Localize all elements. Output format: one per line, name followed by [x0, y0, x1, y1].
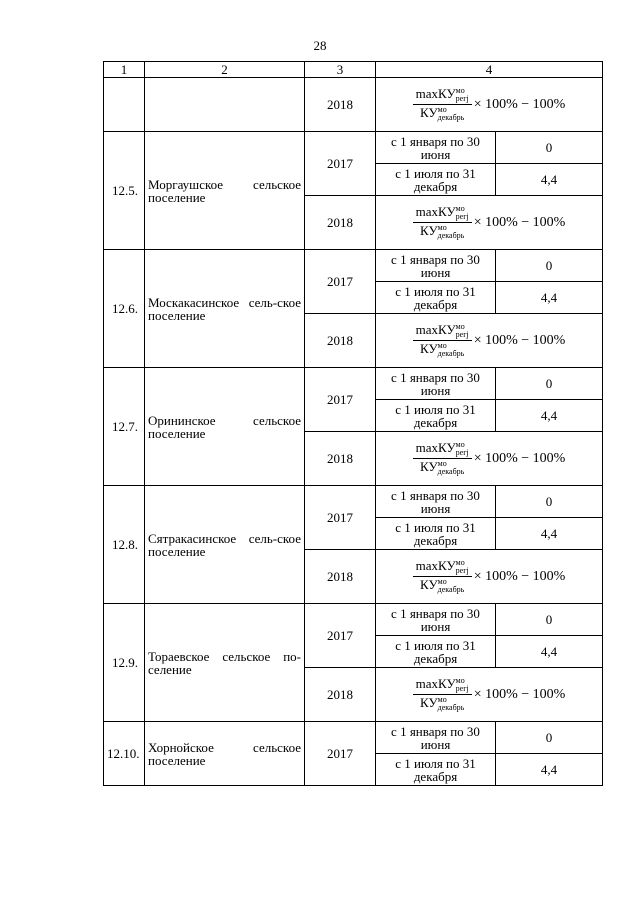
period-second: с 1 июля по 31 декабря — [376, 754, 496, 786]
formula-tail: × 100% − 100% — [473, 333, 566, 348]
formula-fraction: maxКУ мо регj КУ мо декабрь — [413, 205, 472, 240]
formula-tail: × 100% − 100% — [473, 569, 566, 584]
value-second: 4,4 — [496, 282, 603, 314]
page-number: 28 — [313, 38, 327, 53]
table-row — [104, 132, 603, 164]
year-cell: 2018 — [305, 432, 376, 486]
period-first: с 1 января по 30 июня — [376, 132, 496, 164]
value-first: 0 — [496, 486, 603, 518]
row-number: 12.8. — [104, 486, 145, 604]
table-row — [104, 604, 603, 636]
table-row — [104, 368, 603, 400]
table-row — [104, 722, 603, 754]
formula-fraction: maxКУ мо регj КУ мо декабрь — [413, 559, 472, 594]
formula-tail: × 100% − 100% — [473, 451, 566, 466]
formula-cell — [376, 314, 603, 368]
year-cell: 2017 — [305, 132, 376, 196]
value-first: 0 — [496, 604, 603, 636]
year-cell: 2018 — [305, 668, 376, 722]
value-second: 4,4 — [496, 754, 603, 786]
value-first: 0 — [496, 722, 603, 754]
row-number: 12.6. — [104, 250, 145, 368]
period-second: с 1 июля по 31 декабря — [376, 164, 496, 196]
formula-cell — [376, 78, 603, 132]
value-first: 0 — [496, 250, 603, 282]
value-second: 4,4 — [496, 636, 603, 668]
value-second: 4,4 — [496, 518, 603, 550]
year-cell: 2018 — [305, 196, 376, 250]
data-table — [103, 61, 603, 786]
row-number: 12.9. — [104, 604, 145, 722]
formula-fraction: maxКУ мо регj КУ мо декабрь — [413, 87, 472, 122]
period-second: с 1 июля по 31 декабря — [376, 518, 496, 550]
year-cell: 2018 — [305, 78, 376, 132]
row-number: 12.7. — [104, 368, 145, 486]
formula-tail: × 100% − 100% — [473, 97, 566, 112]
period-second: с 1 июля по 31 декабря — [376, 282, 496, 314]
table-row — [104, 486, 603, 518]
settlement-name — [145, 78, 305, 132]
year-cell: 2017 — [305, 250, 376, 314]
row-number: 12.5. — [104, 132, 145, 250]
table-row — [104, 250, 603, 282]
year-cell: 2017 — [305, 722, 376, 786]
year-cell: 2017 — [305, 486, 376, 550]
year-cell: 2018 — [305, 314, 376, 368]
period-first: с 1 января по 30 июня — [376, 722, 496, 754]
settlement-name: Москакасинское сель-ское поселение — [145, 250, 305, 368]
year-cell: 2017 — [305, 368, 376, 432]
period-second: с 1 июля по 31 декабря — [376, 400, 496, 432]
period-first: с 1 января по 30 июня — [376, 368, 496, 400]
period-first: с 1 января по 30 июня — [376, 604, 496, 636]
year-cell: 2018 — [305, 550, 376, 604]
period-first: с 1 января по 30 июня — [376, 250, 496, 282]
period-second: с 1 июля по 31 декабря — [376, 636, 496, 668]
formula-cell — [376, 668, 603, 722]
value-second: 4,4 — [496, 400, 603, 432]
formula-fraction: maxКУ мо регj КУ мо декабрь — [413, 323, 472, 358]
header-row — [104, 62, 603, 78]
value-first: 0 — [496, 368, 603, 400]
formula-tail: × 100% − 100% — [473, 215, 566, 230]
header-col-1: 1 — [104, 62, 145, 78]
table-row — [104, 78, 603, 132]
settlement-name: Сятракасинское сель-ское поселение — [145, 486, 305, 604]
header-col-4: 4 — [376, 62, 603, 78]
formula-cell — [376, 432, 603, 486]
row-number: 12.10. — [104, 722, 145, 786]
settlement-name: Тораевское сельское по-селение — [145, 604, 305, 722]
value-second: 4,4 — [496, 164, 603, 196]
row-number — [104, 78, 145, 132]
formula-cell — [376, 196, 603, 250]
year-cell: 2017 — [305, 604, 376, 668]
settlement-name: Моргаушское сельское поселение — [145, 132, 305, 250]
header-col-2: 2 — [145, 62, 305, 78]
settlement-name: Орининское сельское поселение — [145, 368, 305, 486]
period-first: с 1 января по 30 июня — [376, 486, 496, 518]
value-first: 0 — [496, 132, 603, 164]
formula-cell — [376, 550, 603, 604]
formula-fraction: maxКУ мо регj КУ мо декабрь — [413, 441, 472, 476]
formula-tail: × 100% − 100% — [473, 687, 566, 702]
settlement-name: Хорнойское сельское поселение — [145, 722, 305, 786]
header-col-3: 3 — [305, 62, 376, 78]
formula-fraction: maxКУ мо регj КУ мо декабрь — [413, 677, 472, 712]
